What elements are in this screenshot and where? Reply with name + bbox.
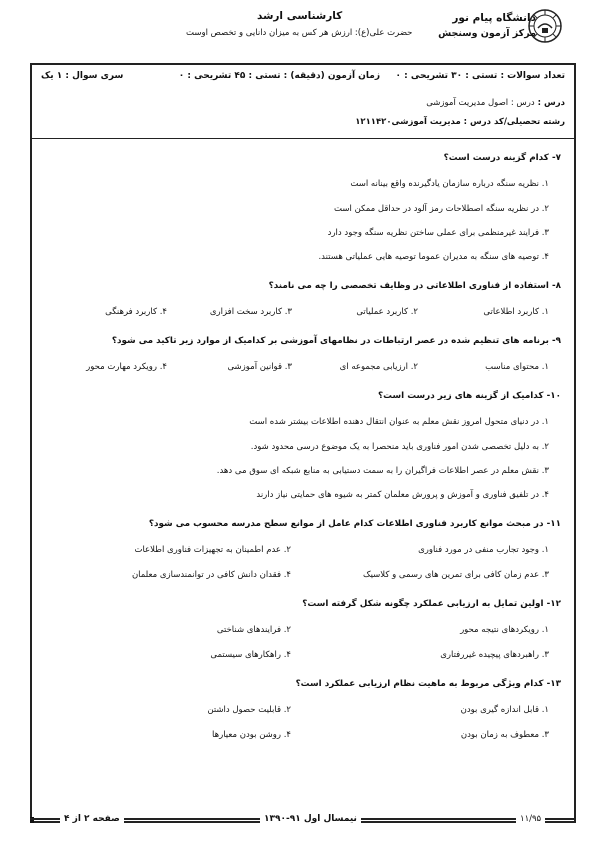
q13-option-1[interactable]: ۱. قابل اندازه گیری بودن [460,705,549,715]
q9-option-2[interactable]: ۲. ارزیابی مجموعه ای [339,362,418,372]
q11-option-1[interactable]: ۱. وجود تجارب منفی در مورد فناوری [418,545,549,555]
page-number: صفحه ۲ از ۴ [60,814,124,824]
course-value: درس : اصول مدیریت آموزشی [426,98,535,108]
degree-level-title: کارشناسی ارشد [257,10,343,22]
question-12: ۱۲- اولین تمایل به ارزیابی عملکرد چگونه شکل گرفته است؟ [302,599,561,609]
course-name: درس : درس : اصول مدیریت آموزشی [426,98,565,108]
q11-option-4[interactable]: ۴. فقدان دانش کافی در توانمندسازی معلمان [131,570,291,580]
question-count: تعداد سوالات : تستی : ۳۰ تشریحی : ۰ [395,71,565,81]
question-7: ۷- کدام گزینه درست است؟ [443,153,561,163]
q9-option-1[interactable]: ۱. محتوای مناسب [485,362,549,372]
semester-label: نیمسال اول ۹۱-۱۳۹۰ [260,814,361,824]
q9-option-4[interactable]: ۴. رویکرد مهارت محور [86,362,167,372]
q7-option-4[interactable]: ۴. توصیه های سنگه به مدیران عموما توصیه هایی عملیاتی هستند. [318,252,549,262]
q10-option-3[interactable]: ۳. نقش معلم در عصر اطلاعات فراگیران را به سمت دستیابی به منابع شبکه ای سوق می دهد. [216,466,549,476]
header-divider [32,138,574,139]
q11-option-3[interactable]: ۳. عدم زمان کافی برای تمرین های رسمی و کلاسیک [362,570,549,580]
q9-option-3[interactable]: ۳. قوانین آموزشی [227,362,292,372]
q8-option-3[interactable]: ۳. کاربرد سخت افزاری [209,307,292,317]
q12-option-4[interactable]: ۴. راهکارهای سیستمی [210,650,291,660]
q10-option-1[interactable]: ۱. در دنیای متحول امروز نقش معلم به عنوان انتقال دهنده اطلاعات بیشتر شده است [249,417,549,427]
q13-option-3[interactable]: ۳. معطوف به زمان بودن [460,730,549,740]
university-name: دانشگاه پیام نور [452,12,536,24]
q10-option-4[interactable]: ۴. در تلفیق فناوری و آموزش و پرورش معلمان کمتر به شیوه های حمایتی نیاز دارند [256,490,549,500]
q8-option-2[interactable]: ۲. کاربرد عملیاتی [356,307,418,317]
question-13: ۱۳- کدام ویژگی مربوط به ماهیت نظام ارزیابی عملکرد است؟ [295,679,561,689]
question-8: ۸- استفاده از فناوری اطلاعاتی در وظایف تخصصی را چه می نامند؟ [268,281,561,291]
q7-option-3[interactable]: ۳. فرایند غیرمنظمی برای عملی ساختن نظریه سنگه وجود دارد [327,228,549,238]
q13-option-4[interactable]: ۴. روشن بودن معیارها [212,730,291,740]
q11-option-2[interactable]: ۲. عدم اطمینان به تجهیزات فناوری اطلاعات [134,545,291,555]
q12-option-1[interactable]: ۱. رویکردهای نتیجه محور [460,625,549,635]
question-11: ۱۱- در مبحث موانع کاربرد فناوری اطلاعات کدام عامل از موانع سطح مدرسه محسوب می شود؟ [148,519,561,529]
question-series: سری سوال : ۱ یک [41,71,124,81]
exam-duration: زمان آزمون (دقیقه) : تستی : ۴۵ تشریحی : ۰ [178,71,380,81]
q7-option-1[interactable]: ۱. نظریه سنگه درباره سازمان یادگیرنده واقع بینانه است [350,179,549,189]
exam-code: ۱۱/۹۵ [516,814,545,824]
q7-option-2[interactable]: ۲. در نظریه سنگه اصطلاحات رمز آلود در حداقل ممکن است [334,204,549,214]
question-10: ۱۰- کدامیک از گزینه های زیر درست است؟ [378,391,561,401]
q13-option-2[interactable]: ۲. قابلیت حصول داشتن [207,705,291,715]
q8-option-1[interactable]: ۱. کاربرد اطلاعاتی [483,307,549,317]
q10-option-2[interactable]: ۲. به دلیل تخصصی شدن امور فناوری باید منحصرا به یک موضوع درسی محدود شود. [250,442,549,452]
q12-option-2[interactable]: ۲. فرایندهای شناختی [216,625,291,635]
field-code: رشته تحصیلی/کد درس : مدیریت آموزشی۱۲۱۱۴۲۰ [355,117,565,127]
q12-option-3[interactable]: ۳. راهبردهای پیچیده غیررفتاری [440,650,549,660]
question-9: ۹- برنامه های تنظیم شده در عصر ارتباطات در نظامهای آموزشی بر کدامیک از موارد زیر تاکید می شود؟ [111,336,561,346]
motto: حضرت علی(ع): ارزش هر کس به میزان دانایی و تخصص اوست [186,28,413,38]
q8-option-4[interactable]: ۴. کاربرد فرهنگی [105,307,167,317]
testing-center-name: مرکز آزمون وسنجش [438,28,536,39]
